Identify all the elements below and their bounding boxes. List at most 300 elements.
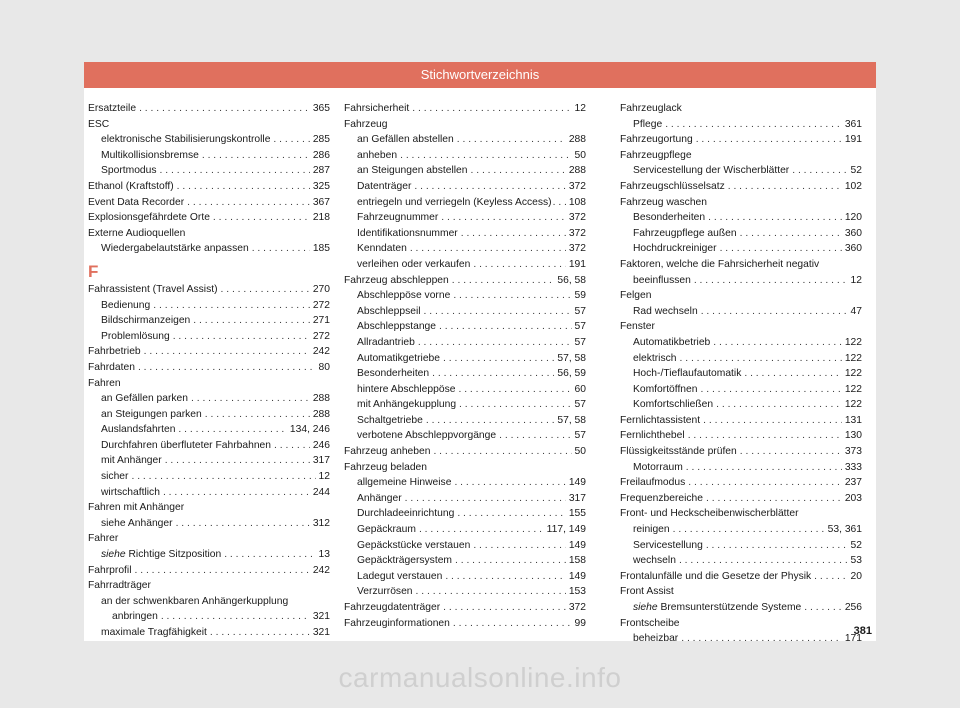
index-page-ref: 317 [568, 492, 586, 504]
dot-leader [686, 460, 842, 476]
dot-leader [163, 485, 310, 501]
dot-leader [701, 304, 848, 320]
dot-leader [703, 413, 842, 429]
index-page-ref: 13 [318, 549, 330, 561]
index-term: Fahrzeuginformationen [344, 617, 450, 629]
index-term: Felgen [620, 290, 652, 302]
index-page-ref: 130 [844, 430, 862, 442]
index-page-ref: 367 [312, 196, 330, 208]
index-page-ref: 56, 58 [557, 274, 586, 286]
index-term: Fahrzeug [344, 118, 388, 130]
index-entry [344, 179, 586, 195]
index-entry [620, 491, 862, 507]
index-page-ref: 237 [844, 477, 862, 489]
index-page-ref: 60 [574, 383, 586, 395]
index-page-ref: 99 [574, 617, 586, 629]
index-page-ref: 12 [574, 103, 586, 114]
index-page-ref: 288 [312, 393, 330, 405]
dot-leader [400, 148, 571, 164]
index-page-ref: 122 [844, 383, 862, 395]
index-page-ref: 155 [568, 508, 586, 520]
index-entry [620, 148, 862, 164]
index-page-ref: 286 [312, 149, 330, 161]
dot-leader [414, 179, 565, 195]
dot-leader [210, 625, 310, 641]
index-entry [620, 584, 862, 600]
index-term: anbringen [112, 611, 158, 623]
index-page-ref: 317 [312, 455, 330, 467]
dot-leader [708, 210, 842, 226]
index-page-ref: 120 [844, 212, 862, 224]
index-entry [620, 569, 862, 585]
index-term: Hochdruckreiniger [633, 243, 717, 255]
index-entry [88, 625, 330, 641]
index-page-ref: 149 [568, 539, 586, 551]
dot-leader [453, 616, 572, 632]
dot-leader [473, 257, 565, 273]
page-number: 381 [853, 625, 872, 637]
index-page-ref: 102 [844, 180, 862, 192]
index-column-1 [88, 101, 330, 641]
index-page-ref: 131 [844, 414, 862, 426]
dot-leader [453, 288, 571, 304]
dot-leader [424, 304, 572, 320]
dot-leader [673, 522, 825, 538]
dot-leader [187, 195, 310, 211]
index-term: Fahrsicherheit [344, 103, 410, 114]
index-page-ref: 321 [312, 611, 330, 623]
index-entry [344, 413, 586, 429]
index-term: Automatikgetriebe [357, 352, 440, 364]
index-term: Ladegut verstauen [357, 570, 443, 582]
index-entry [344, 397, 586, 413]
index-entry [344, 288, 586, 304]
index-entry [620, 616, 862, 632]
index-term: Gepäckstücke verstauen [357, 539, 471, 551]
index-page-ref: 288 [312, 408, 330, 420]
index-entry [620, 335, 862, 351]
index-entry [620, 631, 862, 647]
index-entry [88, 148, 330, 164]
index-entry [620, 288, 862, 304]
index-page-ref: 185 [312, 243, 330, 255]
index-term: Auslandsfahrten [101, 424, 176, 436]
index-page-ref: 312 [312, 517, 330, 529]
index-term: Servicestellung [633, 539, 703, 551]
dot-leader [419, 522, 544, 538]
index-column-3 [620, 101, 862, 647]
index-term: Frequenzbereiche [620, 492, 703, 504]
index-entry [620, 273, 862, 289]
index-entry [344, 382, 586, 398]
index-page-ref: 333 [844, 461, 862, 473]
index-entry [88, 391, 330, 407]
index-page-ref: 373 [844, 446, 862, 458]
index-entry [344, 600, 586, 616]
index-term: Allradantrieb [357, 336, 415, 348]
index-page-ref: 287 [312, 165, 330, 177]
dot-leader [193, 313, 310, 329]
index-page-ref: 271 [312, 315, 330, 327]
dot-leader [744, 366, 841, 382]
dot-leader [177, 179, 310, 195]
index-entry [88, 563, 330, 579]
index-term: Ethanol (Kraftstoff) [88, 180, 174, 192]
dot-leader [679, 553, 848, 569]
index-term: Kenndaten [357, 243, 407, 255]
dot-leader [432, 366, 554, 382]
index-entry [620, 226, 862, 242]
dot-leader [178, 422, 286, 438]
index-entry [620, 163, 862, 179]
index-term: siehe Richtige Sitzposition [101, 549, 222, 561]
index-term: Faktoren, welche die Fahrsicherheit negativ [620, 258, 820, 270]
index-page-ref: 191 [568, 258, 586, 270]
index-entry [88, 132, 330, 148]
index-term: Verzurrösen [357, 586, 413, 598]
index-page-ref: 57 [574, 430, 586, 442]
index-entry [88, 282, 330, 298]
dot-leader [706, 491, 842, 507]
index-entry [88, 195, 330, 211]
watermark: carmanualsonline.info [338, 662, 622, 693]
index-entry [620, 444, 862, 460]
index-term: Fahrassistent (Travel Assist) [88, 283, 218, 295]
dot-leader [792, 163, 847, 179]
dot-leader [445, 569, 566, 585]
index-entry [344, 101, 586, 117]
dot-leader [165, 453, 310, 469]
index-page-ref: 246 [312, 439, 330, 451]
index-term: Fahrzeuglack [620, 103, 682, 114]
index-entry [344, 210, 586, 226]
index-entry [344, 304, 586, 320]
index-page-ref: 272 [312, 299, 330, 311]
index-entry [88, 210, 330, 226]
index-entry [88, 531, 330, 547]
dot-leader [135, 563, 310, 579]
index-entry [88, 117, 330, 133]
index-entry [620, 506, 862, 522]
index-term: Fahrzeugpflege [620, 149, 692, 161]
index-term: reinigen [633, 524, 670, 536]
index-entry [620, 257, 862, 273]
index-page-ref: 360 [844, 227, 862, 239]
dot-leader [716, 397, 842, 413]
index-page-ref: 50 [574, 149, 586, 161]
index-page-ref: 244 [312, 486, 330, 498]
index-term: Multikollisionsbremse [101, 149, 199, 161]
dot-leader [452, 273, 555, 289]
index-term: Identifikationsnummer [357, 227, 458, 239]
index-page-ref: 365 [312, 103, 330, 114]
index-page-ref: 117, 149 [546, 524, 586, 536]
dot-leader [441, 210, 566, 226]
index-entry [344, 553, 586, 569]
index-page-ref: 53 [850, 555, 862, 567]
dot-leader [418, 335, 572, 351]
index-entry [620, 101, 862, 117]
index-term: Abschleppseil [357, 305, 421, 317]
index-term: Fahren [88, 377, 121, 389]
dot-leader [814, 569, 847, 585]
index-term: Explosionsgefährdete Orte [88, 212, 210, 224]
index-term: Frontscheibe [620, 617, 680, 629]
index-term: wirtschaftlich [101, 486, 160, 498]
index-term: verleihen oder verkaufen [357, 258, 471, 270]
index-page-ref: 59 [574, 290, 586, 302]
index-term: Rad wechseln [633, 305, 698, 317]
index-entry [88, 516, 330, 532]
index-term: hintere Abschleppöse [357, 383, 456, 395]
index-term: maximale Tragfähigkeit [101, 627, 207, 638]
index-page-ref: 288 [568, 165, 586, 177]
index-entry [620, 351, 862, 367]
dot-leader [153, 298, 310, 314]
index-term: Servicestellung der Wischerblätter [633, 165, 790, 177]
dot-leader [454, 475, 565, 491]
index-term: mit Anhängekupplung [357, 399, 457, 411]
index-entry [620, 304, 862, 320]
dot-leader [176, 516, 310, 532]
index-entry [344, 163, 586, 179]
index-page-ref: 272 [312, 330, 330, 342]
index-entry [344, 522, 586, 538]
index-term: Fahrprofil [88, 564, 132, 576]
index-term: Fenster [620, 321, 655, 333]
index-entry [344, 616, 586, 632]
index-entry [344, 506, 586, 522]
index-term: Frontalunfälle und die Gesetze der Physik [620, 570, 812, 582]
index-term: entriegeln und verriegeln (Keyless Access) [357, 196, 552, 208]
index-term: Pflege [633, 118, 663, 130]
index-entry [344, 428, 586, 444]
index-term: elektronische Stabilisierungskontrolle [101, 134, 271, 146]
index-term: mit Anhänger [101, 455, 162, 467]
index-page-ref: 372 [568, 180, 586, 192]
index-page-ref: 361 [844, 118, 862, 130]
index-term: Gepäckraum [357, 524, 416, 536]
dot-leader [740, 226, 842, 242]
dot-leader [706, 538, 848, 554]
dot-leader [461, 226, 566, 242]
index-term: Abschleppstange [357, 321, 437, 333]
index-term: Komfortöffnen [633, 383, 698, 395]
index-term: Motorraum [633, 461, 683, 473]
index-entry [344, 273, 586, 289]
dot-leader [701, 382, 842, 398]
index-page-ref: 47 [850, 305, 862, 317]
index-term: an Steigungen abstellen [357, 165, 468, 177]
index-page-ref: 122 [844, 368, 862, 380]
index-term: an Gefällen parken [101, 393, 189, 405]
dot-leader [457, 132, 566, 148]
index-entry [620, 522, 862, 538]
index-term: Front- und Heckscheibenwischerblätter [620, 508, 799, 520]
index-term: Fahrbetrieb [88, 346, 141, 358]
index-term: siehe Anhänger [101, 517, 173, 529]
index-page-ref: 218 [312, 212, 330, 224]
index-page [84, 62, 876, 645]
dot-leader [696, 132, 842, 148]
page-title: Stichwortverzeichnis [84, 62, 876, 88]
index-entry [620, 179, 862, 195]
index-entry [88, 329, 330, 345]
index-entry [88, 469, 330, 485]
index-term: anheben [357, 149, 398, 161]
dot-leader [728, 179, 842, 195]
dot-leader [202, 148, 310, 164]
index-entry [344, 475, 586, 491]
dot-leader [144, 344, 310, 360]
index-term: Fahrradträger [88, 580, 151, 592]
index-entry [88, 241, 330, 257]
index-entry [344, 226, 586, 242]
index-entry [620, 475, 862, 491]
index-entry [344, 444, 586, 460]
index-entry [344, 335, 586, 351]
index-page-ref: 122 [844, 399, 862, 411]
index-page-ref: 149 [568, 477, 586, 489]
index-term: Fahrzeugdatenträger [344, 602, 441, 613]
dot-leader [459, 397, 571, 413]
dot-leader [553, 195, 568, 211]
dot-leader [455, 553, 566, 569]
dot-leader [439, 319, 572, 335]
index-entry [344, 117, 586, 133]
index-entry [88, 578, 330, 594]
index-page-ref: 57 [574, 336, 586, 348]
index-page-ref: 57 [574, 399, 586, 411]
index-term: sicher [101, 471, 129, 483]
index-term: beheizbar [633, 633, 679, 645]
index-page-ref: 57 [574, 321, 586, 333]
index-term: Sportmodus [101, 165, 157, 177]
index-entry [620, 319, 862, 335]
index-term: siehe Bremsunterstützende Systeme [633, 602, 802, 613]
dot-leader [443, 351, 554, 367]
index-page-ref: 134, 246 [289, 424, 330, 436]
index-entry [88, 407, 330, 423]
index-entry [620, 210, 862, 226]
index-page-ref: 57 [574, 305, 586, 317]
index-term: Fernlichthebel [620, 430, 685, 442]
index-entry [88, 500, 330, 516]
index-term: elektrisch [633, 352, 677, 364]
index-entry [88, 609, 330, 625]
index-term: Bildschirmanzeigen [101, 315, 191, 327]
dot-leader [688, 475, 842, 491]
dot-leader [213, 210, 310, 226]
index-term: Freilaufmodus [620, 477, 686, 489]
index-term: Fahrzeug abschleppen [344, 274, 449, 286]
index-term: Fahrer [88, 533, 119, 545]
dot-leader [138, 360, 316, 376]
index-term: Wiedergabelautstärke anpassen [101, 243, 249, 255]
index-term: Datenträger [357, 180, 412, 192]
dot-leader [457, 506, 566, 522]
dot-leader [410, 241, 566, 257]
index-entry [88, 179, 330, 195]
index-entry [88, 438, 330, 454]
dot-leader [665, 117, 842, 133]
index-entry [620, 132, 862, 148]
index-entry [344, 132, 586, 148]
dot-leader [274, 438, 310, 454]
index-page-ref: 52 [850, 539, 862, 551]
index-term: Externe Audioquellen [88, 227, 186, 239]
dot-leader [405, 491, 566, 507]
index-term: Schaltgetriebe [357, 414, 423, 426]
index-entry [88, 485, 330, 501]
index-page-ref: 288 [568, 134, 586, 146]
index-entry [88, 344, 330, 360]
index-term: Anhänger [357, 492, 402, 504]
index-entry [344, 241, 586, 257]
index-entry [344, 351, 586, 367]
dot-leader [426, 413, 555, 429]
index-page-ref: 80 [318, 361, 330, 373]
index-entry [344, 257, 586, 273]
dot-leader [688, 428, 842, 444]
index-entry [344, 366, 586, 382]
index-term: Durchladeeinrichtung [357, 508, 455, 520]
index-entry [88, 226, 330, 242]
index-term: Fernlichtassistent [620, 414, 701, 426]
index-entry [620, 600, 862, 616]
dot-leader [499, 428, 571, 444]
index-term: beeinflussen [633, 274, 691, 286]
index-term: Ersatzteile [88, 103, 137, 114]
index-term: Besonderheiten [357, 368, 430, 380]
index-page-ref: 57, 58 [557, 414, 586, 426]
index-entry [620, 538, 862, 554]
dot-leader [273, 132, 309, 148]
index-term: Komfortschließen [633, 399, 714, 411]
index-page-ref: 372 [568, 243, 586, 255]
index-term: Fahrdaten [88, 361, 135, 373]
index-entry [620, 413, 862, 429]
index-page-ref: 242 [312, 564, 330, 576]
index-term: allgemeine Hinweise [357, 477, 452, 489]
index-page-ref: 242 [312, 346, 330, 358]
index-term: Fahrzeugpflege außen [633, 227, 737, 239]
index-entry [344, 195, 586, 211]
dot-leader [252, 241, 310, 257]
dot-leader [416, 584, 566, 600]
index-page-ref: 256 [844, 602, 862, 613]
index-term: Fahrzeug waschen [620, 196, 708, 208]
index-term: Fahrzeugnummer [357, 212, 439, 224]
index-entry [344, 584, 586, 600]
index-entry [620, 553, 862, 569]
index-entry [88, 453, 330, 469]
index-term: wechseln [633, 555, 676, 567]
index-term: Event Data Recorder [88, 196, 185, 208]
dot-leader [221, 282, 310, 298]
index-page-ref: 12 [318, 471, 330, 483]
dot-leader [458, 382, 571, 398]
index-term: Besonderheiten [633, 212, 706, 224]
index-page-ref: 171 [844, 633, 862, 645]
index-entry [88, 547, 330, 563]
index-page-ref: 158 [568, 555, 586, 567]
index-entry [344, 148, 586, 164]
index-term: Front Assist [620, 586, 674, 598]
index-entry [344, 491, 586, 507]
index-entry [88, 313, 330, 329]
index-term: Fahren mit Anhänger [88, 502, 185, 514]
